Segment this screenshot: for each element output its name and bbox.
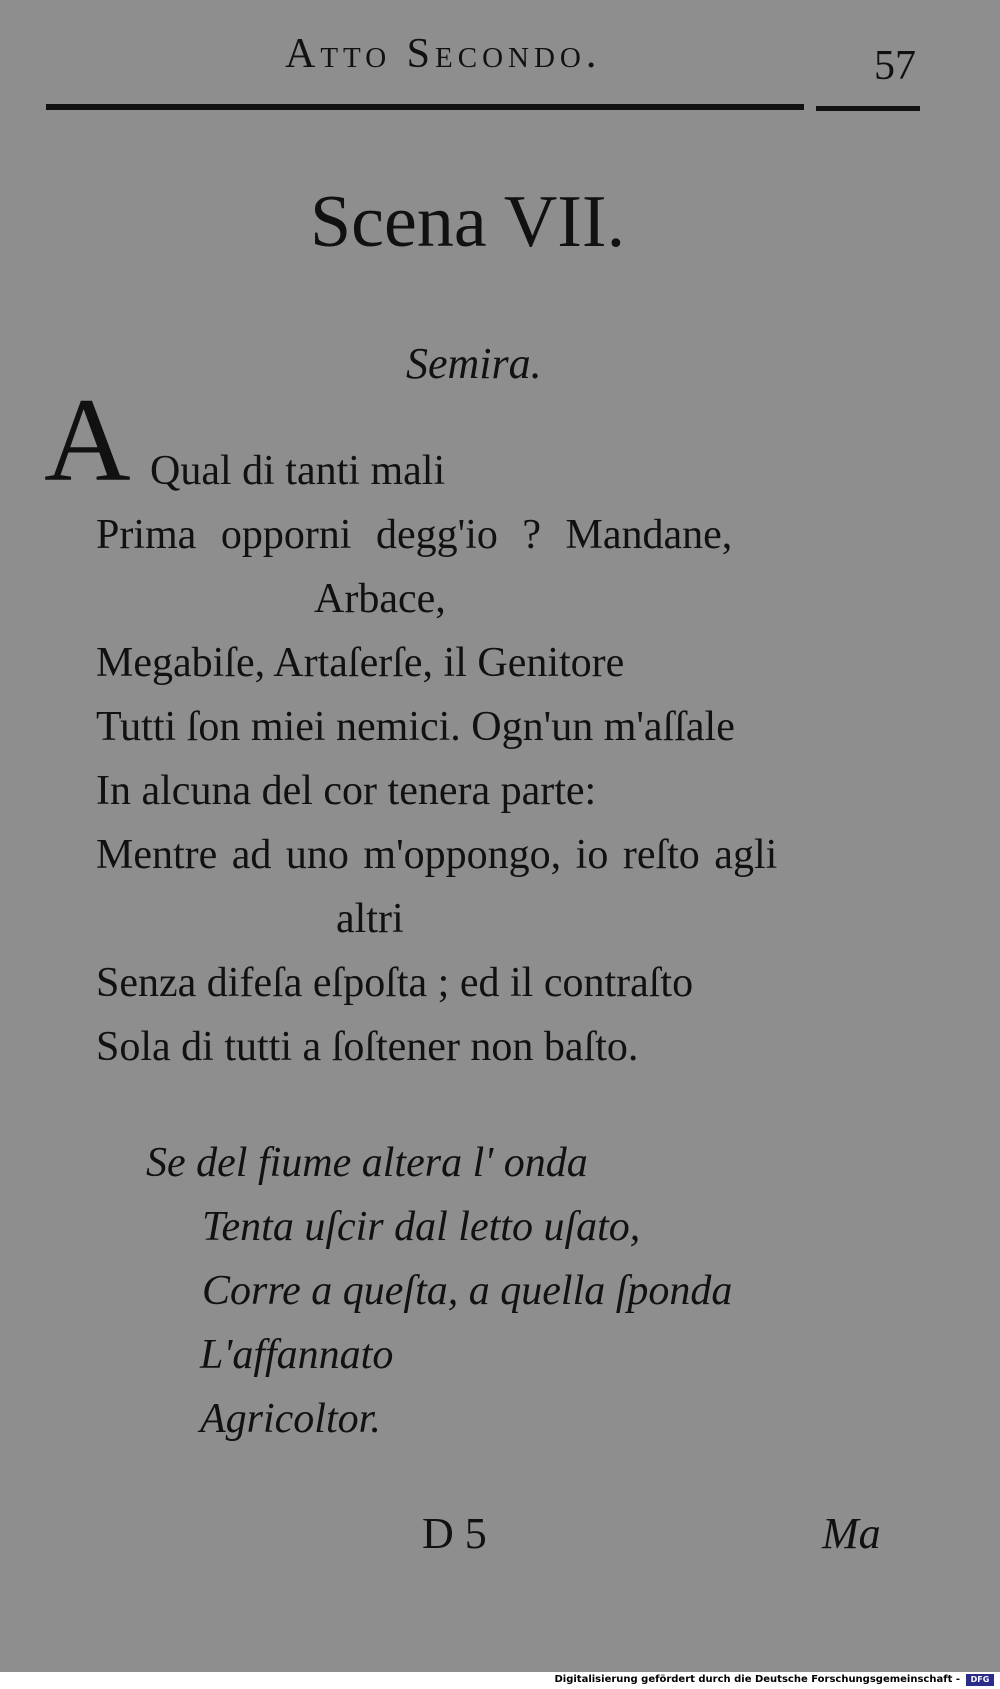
recitative-line: altri bbox=[336, 896, 404, 942]
recitative-line: Megabiſe, Artaſerſe, il Genitore bbox=[96, 640, 625, 686]
catchword: Ma bbox=[822, 1509, 881, 1558]
recitative-line: Qual di tanti mali bbox=[150, 448, 446, 494]
page-number: 57 bbox=[874, 43, 916, 89]
header-rule bbox=[46, 104, 804, 110]
running-title: Atto Secondo. bbox=[285, 31, 602, 77]
recitative-line: Prima opporni degg'io ? Mandane, bbox=[96, 512, 733, 558]
recitative-line: Tutti ſon miei nemici. Ogn'un m'aſſale bbox=[96, 704, 735, 750]
speaker-name: Semira. bbox=[406, 339, 542, 388]
aria-line: Se del fiume altera l' onda bbox=[146, 1140, 588, 1186]
aria-line: Corre a queſta, a quella ſponda bbox=[202, 1268, 733, 1314]
digitization-credit: Digitalisierung gefördert durch die Deutsche Forschungsgemeinschaft - bbox=[554, 1674, 960, 1685]
header-rule-right bbox=[816, 106, 920, 111]
dfg-logo: DFG bbox=[966, 1674, 994, 1686]
recitative-line: Sola di tutti a ſoſtener non baſto. bbox=[96, 1024, 639, 1070]
aria-line: Tenta uſcir dal letto uſato, bbox=[202, 1204, 641, 1250]
aria-line: L'affannato bbox=[200, 1332, 394, 1378]
recitative-line: Arbace, bbox=[314, 576, 446, 622]
aria-line: Agricoltor. bbox=[200, 1396, 381, 1442]
recitative-line: Senza difeſa eſpoſta ; ed il contraſto bbox=[96, 960, 694, 1006]
recitative-line: In alcuna del cor tenera parte: bbox=[96, 768, 597, 814]
drop-cap: A bbox=[44, 373, 131, 506]
signature-mark: D 5 bbox=[422, 1509, 487, 1558]
recitative-line: Mentre ad uno m'oppongo, io reſto agli bbox=[96, 832, 778, 878]
scene-title: Scena VII. bbox=[310, 181, 626, 263]
